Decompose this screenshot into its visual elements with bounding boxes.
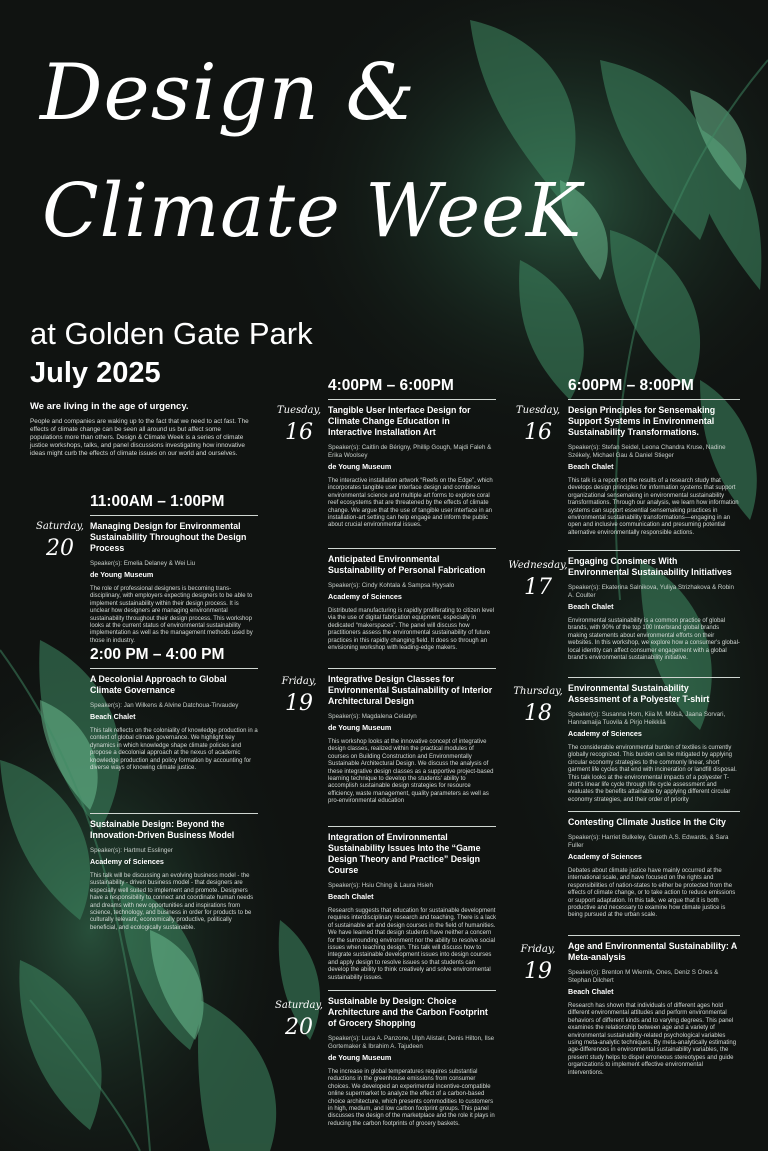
- day-thursday-18: [508, 686, 568, 726]
- event-description: The considerable environmental burden of textiles is currently globally recognized. This burden can be mitigated by applying circular economy strategies to the commonly linear, short garment life cycles that end with incineration or landfill disposal. This talk looks at the environmental impacts of a polyester T-shirt's linear life cycle through life cycle assessment and evaluates the benefits attainable by applying different circular economy strategies, and their order of priority: [568, 745, 737, 803]
- event-description: Environmental sustainability is a common practice of global brands, with 90% of the top 100 Interbrand global brands making statements about environmental efforts on their websites. In this workshop, we explore how a consumer's global-local identity can affect consumer engagement with a global brand's environmental sustainability initiative.: [568, 618, 740, 662]
- event-description: The role of professional designers is becoming trans-disciplinary, with employers expecting designers to be able to implement sustainability within their design process. It is unclear how designers are managing environmental sustainability throughout their design process. This workshop looks at the current status of environmental sustainability implementation as well as the management methods used by those in industry.: [90, 586, 253, 644]
- time-heading-1800: 6:00PM – 8:00PM: [568, 377, 694, 394]
- event-venue: de Young Museum: [328, 462, 392, 471]
- event-card-6: [328, 668, 496, 806]
- day-number: 20: [285, 1015, 313, 1040]
- event-description: Debates about climate justice have mainly occurred at the international scale, and have focused on the rights and responsibilities of nation-states to either be protected from the effects of climate change, or to take action to reduce emissions or support adaptation. In this talk, we argue that it is both productive and necessary to examine how climate justice is being pursued at the urban scale.: [568, 868, 736, 919]
- day-tuesday-16: [270, 405, 328, 445]
- event-speakers: Speaker(s): Harriet Bulkeley, Gareth A.S. Edwards, & Sara Fuller: [568, 834, 729, 849]
- event-venue: Academy of Sciences: [328, 592, 402, 601]
- intro-body: People and companies are waking up to the fact that we need to act fast. The effects of climate change can be seen all around us but affect some populations more than others. Design & Climate Week is a series of climate justice workshops, talks, and panel discussions investigating how innovative ideas might curb the effects of climate issues on our world and ourselves.: [30, 418, 249, 457]
- event-card-9: [568, 399, 740, 537]
- event-description: This talk reflects on the coloniality of knowledge production in a context of global climate governance. We highlight key dynamics in which knowledge shape climate policies and propose a decolonial approach at the nexus of academic knowledge production and policy formation by accounting for diverse ways of knowing climate justice.: [90, 728, 258, 772]
- day-saturday-20: [30, 521, 90, 561]
- day-wednesday-17: [508, 560, 568, 600]
- event-card-4: [328, 399, 496, 530]
- event-title: Integration of Environmental Sustainability Issues Into the “Game Design Theory and Practice” Design Course: [328, 832, 481, 875]
- event-card-10: [568, 550, 740, 662]
- day-name: Friday,: [520, 944, 556, 955]
- day-number: 17: [524, 575, 552, 600]
- event-speakers: Speaker(s): Brenton M Wiernik, Ones, Deniz S Ones & Stephan Dilchert: [568, 969, 719, 984]
- event-card-5: [328, 548, 496, 652]
- event-description: The interactive installation artwork “Reefs on the Edge”, which incorporates tangible user interface design and combines environmental science and multiple art forms to explore coral reef ecosystems that are threatened by the effects of climate change. We argue that the use of tangible user interface in an installation-art setting can help engage and inform the public about crucial environmental issues.: [328, 478, 493, 529]
- day-number: 16: [524, 420, 552, 445]
- event-card-8: [328, 990, 496, 1128]
- event-card-3: [90, 813, 258, 932]
- day-name: Friday,: [281, 676, 317, 687]
- title-line-1: Design &: [40, 48, 417, 138]
- event-venue: Academy of Sciences: [568, 729, 642, 738]
- event-venue: Beach Chalet: [568, 602, 614, 611]
- event-title: Engaging Consimers With Environmental Sustainability Initiatives: [568, 556, 732, 577]
- intro: [30, 401, 255, 458]
- day-name: Tuesday,: [515, 405, 561, 416]
- day-name: Thursday,: [513, 686, 563, 697]
- day-friday-19-b: [508, 944, 568, 984]
- day-number: 19: [524, 959, 552, 984]
- day-number: 16: [285, 420, 313, 445]
- event-description: The increase in global temperatures requires substantial reductions in the greenhouse emissions from consumer choices. We developed an experimental incentive-compatible online supermarket to analyze the effect of a carbon-based choice architecture, which presents commodities to customers in high, medium, and low carbon footprint groups. This panel discusses the design of the marketplace and the role it plays in reducing the carbon footprints of grocery baskets.: [328, 1069, 495, 1127]
- event-speakers: Speaker(s): Cindy Kohtala & Sampsa Hyysalo: [328, 582, 455, 589]
- event-description: Research suggests that education for sustainable development requires interdisciplinary research and teaching. There is a lack of sustainable art and design courses in the field of humanities. We have learned that design students have neither a concern for the surrounding environment nor the ability to resolve social issues when teaching design. This talk will discuss how to integrate sustainable development issues into design courses and apply design to resolve issues so that students can develop the ability to think creatively and solve environmental sustainability issues.: [328, 908, 496, 981]
- event-title: Anticipated Environmental Sustainability of Personal Fabrication: [328, 554, 486, 575]
- day-number: 20: [46, 536, 74, 561]
- time-heading-1100: 11:00AM – 1:00PM: [90, 493, 225, 510]
- day-name: Saturday,: [36, 521, 84, 532]
- title-line-2: Climate WeeK: [42, 168, 583, 254]
- event-venue: Academy of Sciences: [568, 852, 642, 861]
- event-title: Managing Design for Environmental Sustainability Throughout the Design Process: [90, 521, 247, 553]
- event-card-1: [90, 515, 258, 645]
- event-venue: Beach Chalet: [568, 462, 614, 471]
- event-venue: de Young Museum: [328, 1053, 392, 1062]
- event-venue: de Young Museum: [328, 723, 392, 732]
- day-name: Saturday,: [275, 1000, 323, 1011]
- event-speakers: Speaker(s): Ekaterina Salnikova, Yuliya Strizhakova & Robin A. Coulter: [568, 584, 735, 599]
- event-venue: Academy of Sciences: [90, 857, 164, 866]
- day-name: Tuesday,: [276, 405, 322, 416]
- event-venue: Beach Chalet: [568, 987, 614, 996]
- event-title: Integrative Design Classes for Environmental Sustainability of Interior Architectural Design: [328, 674, 493, 706]
- intro-heading: We are living in the age of urgency.: [30, 401, 189, 412]
- event-title: Contesting Climate Justice In the City: [568, 817, 726, 827]
- event-card-7: [328, 826, 496, 982]
- event-speakers: Speaker(s): Jan Wilkens & Alvine Datchoua-Tirvaudey: [90, 702, 239, 709]
- event-title: Design Principles for Sensemaking Support Systems in Environmental Sustainability Transformations.: [568, 405, 716, 437]
- event-speakers: Speaker(s): Luca A. Panzone, Ulph Alistair, Denis Hilton, Ilse Gortemaker & Ibrahim A. Tajudeen: [328, 1035, 495, 1050]
- event-speakers: Speaker(s): Caitlin de Bérigny, Phillip Gough, Majdi Faleh & Erika Woolsey: [328, 444, 492, 459]
- event-speakers: Speaker(s): Hsiu Ching & Laura Hsieh: [328, 882, 433, 889]
- event-card-2: [90, 668, 258, 772]
- event-description: Research has shown that individuals of different ages hold different environmental attitudes and perform environmental behaviors of different kinds and to varying degrees. This panel examines the relationship between age and a variety of environmental sustainability-related psychological variables using meta-analytic techniques. By meta-analytically estimating age-differences in environmental sustainability variables, the present study helps to dispel erroneous stereotypes and guide organizations to implement effective environmental interventions.: [568, 1003, 737, 1076]
- day-saturday-20-b: [270, 1000, 328, 1040]
- event-speakers: Speaker(s): Stefan Seidel, Leona Chandra Kruse, Nadine Székely, Michael Gau & Daniel Stieger: [568, 444, 726, 459]
- event-speakers: Speaker(s): Emelia Delaney & Wei Liu: [90, 560, 196, 567]
- event-title: Age and Environmental Sustainability: A Meta-analysis: [568, 941, 737, 962]
- event-title: Environmental Sustainability Assessment of a Polyester T-shirt: [568, 683, 710, 704]
- time-heading-1400: 2:00 PM – 4:00 PM: [90, 646, 225, 663]
- event-speakers: Speaker(s): Susanna Horn, Kiia M. Mölsä, Jaana Sorvari, Hannamaija Tuovila & Pirjo Heikkilä: [568, 711, 726, 726]
- day-tuesday-16-b: [508, 405, 568, 445]
- event-speakers: Speaker(s): Magdalena Celadyn: [328, 713, 417, 720]
- day-friday-19: [270, 676, 328, 716]
- subtitle: at Golden Gate Park: [30, 316, 313, 351]
- day-name: Wednesday,: [508, 560, 568, 571]
- event-description: This workshop looks at the innovative concept of integrative design classes, realized within the practical modules of courses on Building Construction and Environmentally Sustainable Architectural Design. We discuss the analysis of these integrative design classes as a supportive project-based learning technique to develop the students' ability to accomplish sustainable design strategies for resource efficiency, waste management, quality parameters as well as pro-environmental education: [328, 739, 494, 805]
- event-title: Tangible User Interface Design for Climate Change Education in Interactive Installation Art: [328, 405, 471, 437]
- event-title: A Decolonial Approach to Global Climate Governance: [90, 674, 227, 695]
- event-title: Sustainable by Design: Choice Architecture and the Carbon Footprint of Grocery Shopping: [328, 996, 488, 1028]
- time-heading-1600: 4:00PM – 6:00PM: [328, 377, 454, 394]
- event-description: This talk will be discussing an evolving business model - the sustainability - driven business model - that designers are especially well suited to implement and promote. Designers have a responsibility to connect and coordinate human needs and dreams with new opportunities and inspirations from science, technology, and business in order for products to be culturally relevant, economically productive, politically beneficial, and ecologically sustainable.: [90, 873, 254, 931]
- event-description: Distributed manufacturing is rapidly proliferating to citizen level via the use of digital fabrication equipment, especially in dedicated “makerspaces”. The panel will discuss how practitioners assess the environmental sustainability of future practices in this rapidly changing field. It does so through an envisioning workshop with leading-edge makers.: [328, 608, 495, 652]
- event-speakers: Speaker(s): Hartmut Esslinger: [90, 847, 173, 854]
- event-card-13: [568, 935, 740, 1077]
- event-card-11: [568, 677, 740, 804]
- day-number: 19: [285, 691, 313, 716]
- event-venue: Beach Chalet: [90, 712, 136, 721]
- event-title: Sustainable Design: Beyond the Innovation-Driven Business Model: [90, 819, 235, 840]
- event-date: July 2025: [30, 357, 161, 389]
- day-number: 18: [524, 701, 552, 726]
- event-card-12: [568, 811, 740, 920]
- event-venue: Beach Chalet: [328, 892, 374, 901]
- event-description: This talk is a report on the results of a research study that develops design principles for information systems that support organizational sensemaking in environmental sustainability transformations. Through our analysis, we learn how information systems can support essential sensemaking practices in environmental sustainability transformations—engaging in an open and inclusive communication and presuming potential alternative environmentally responsible actions.: [568, 478, 739, 536]
- event-venue: de Young Museum: [90, 570, 154, 579]
